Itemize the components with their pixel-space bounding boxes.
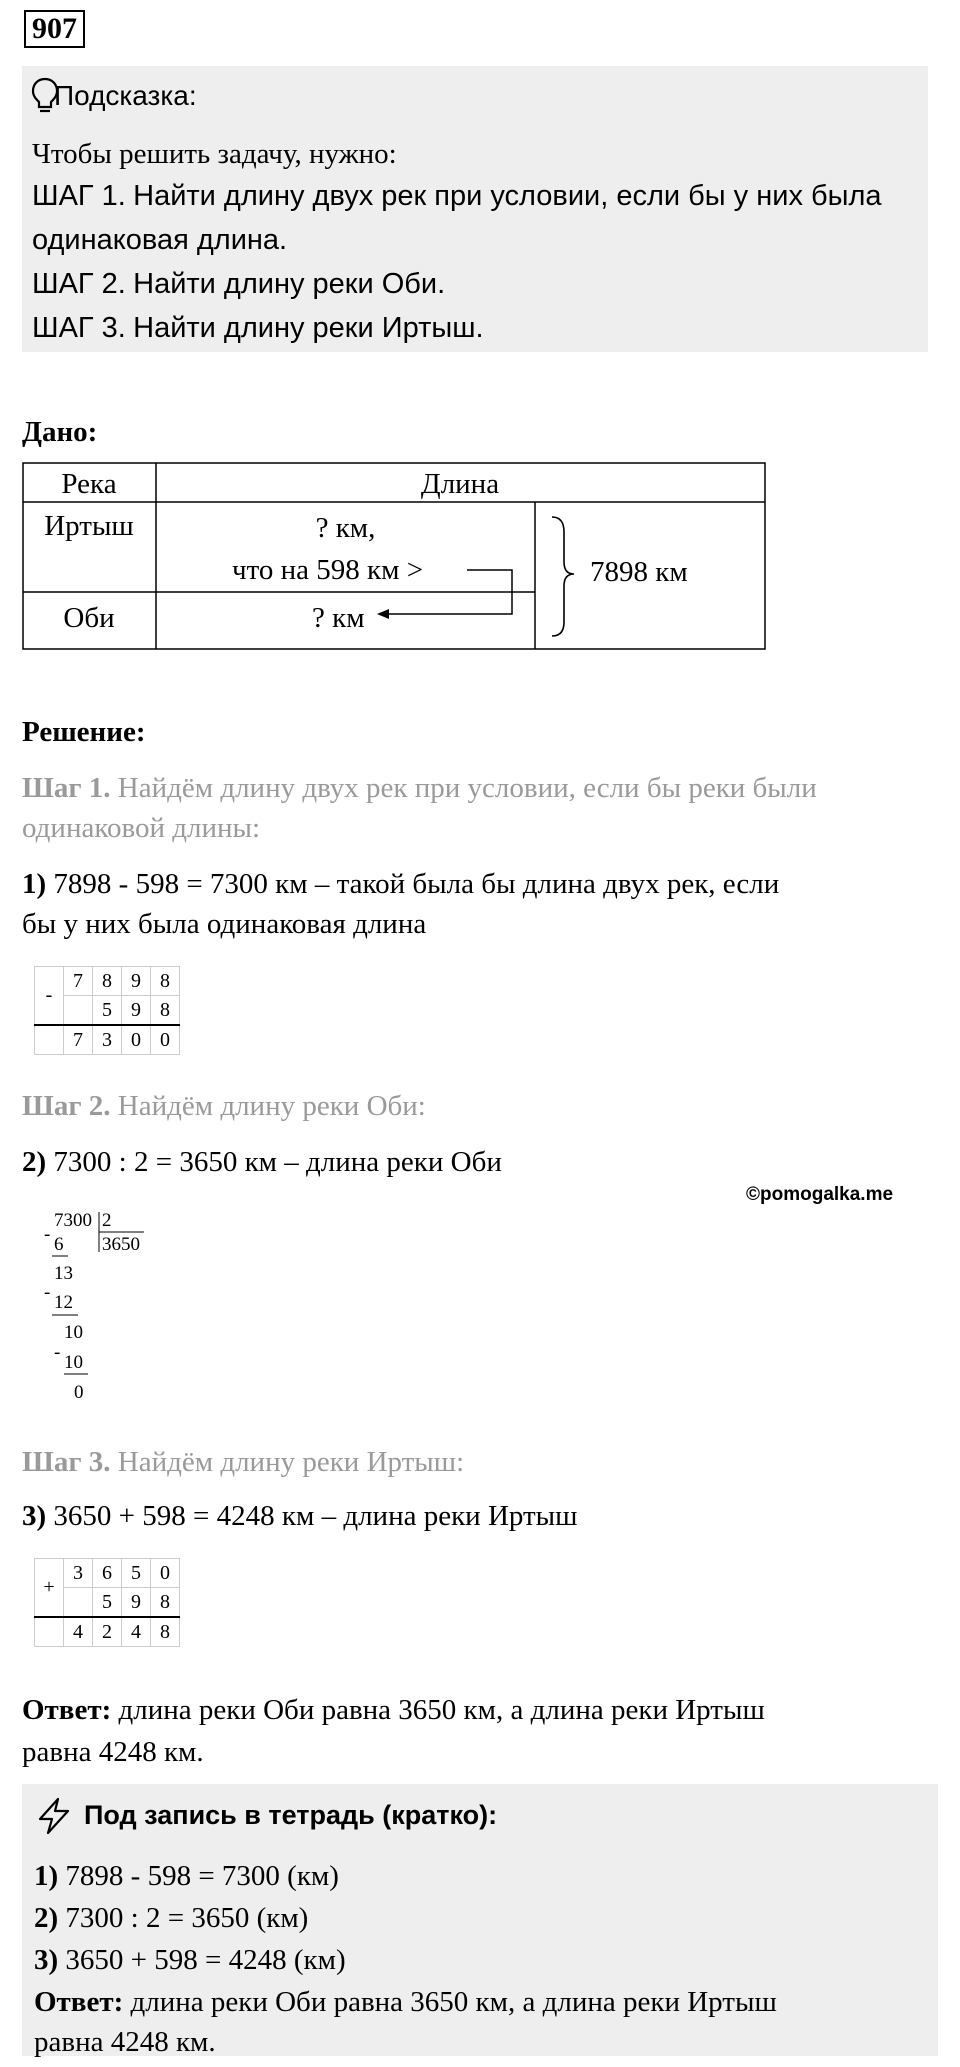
eq3-number: 3) xyxy=(22,1500,47,1532)
river2-name: Оби xyxy=(63,602,115,634)
calc1-digit xyxy=(64,996,93,1026)
calc1-digit: 9 xyxy=(122,967,151,996)
summary-line2: 7300 : 2 = 3650 (км) xyxy=(65,1902,309,1934)
division-dividend: 7300 xyxy=(54,1210,92,1231)
hint-step1-text: Найти длину двух рек при условии, если бы у них была xyxy=(133,180,882,212)
eq1-text2: бы у них была одинаковая длина xyxy=(22,908,427,940)
calc1-empty xyxy=(35,1025,64,1055)
river1-name: Иртыш xyxy=(44,510,134,542)
hint-intro: Чтобы решить задачу, нужно: xyxy=(32,138,397,170)
solution-title: Решение: xyxy=(22,716,146,748)
answer-text2: равна 4248 км. xyxy=(22,1736,204,1768)
calc3-digit: 8 xyxy=(151,1588,180,1618)
summary-line3: 3650 + 598 = 4248 (км) xyxy=(65,1944,346,1976)
division-minus: - xyxy=(44,1282,51,1303)
eq2-number: 2) xyxy=(22,1146,47,1178)
answer-label: Ответ: xyxy=(22,1694,112,1726)
calc1-digit: 5 xyxy=(93,996,122,1026)
division-minus: - xyxy=(44,1224,51,1245)
calc1-digit: 8 xyxy=(151,967,180,996)
division-quotient: 3650 xyxy=(102,1234,140,1255)
addition-calc xyxy=(34,1558,180,1647)
calc3-digit: 2 xyxy=(93,1617,122,1647)
calc3-digit: 9 xyxy=(122,1588,151,1618)
river1-length-line1: ? км, xyxy=(315,512,376,544)
calc1-digit: 8 xyxy=(151,996,180,1026)
task-number: 907 xyxy=(24,10,85,48)
eq3-text: 3650 + 598 = 4248 км – длина реки Иртыш xyxy=(53,1500,578,1532)
division-step: 10 xyxy=(64,1322,83,1343)
calc3-digit xyxy=(64,1588,93,1618)
hint-step2-text: Найти длину реки Оби. xyxy=(133,268,446,300)
eq2-text: 7300 : 2 = 3650 км – длина реки Оби xyxy=(53,1146,502,1178)
summary-title: Под запись в тетрадь (кратко): xyxy=(84,1800,498,1830)
given-table xyxy=(22,462,766,650)
division-step: 12 xyxy=(54,1292,73,1313)
hint-step3-label: ШАГ 3. xyxy=(32,312,126,344)
step3-text: Найдём длину реки Иртыш: xyxy=(117,1446,465,1478)
calc3-digit: 6 xyxy=(93,1559,122,1588)
calc3-sign: + xyxy=(35,1559,64,1618)
summary-line1-number: 1) xyxy=(34,1860,59,1892)
hint-step1-label: ШАГ 1. xyxy=(32,180,126,212)
calc1-sign: - xyxy=(35,967,64,1026)
step3-label: Шаг 3. xyxy=(22,1446,111,1478)
hint-step3-text: Найти длину реки Иртыш. xyxy=(133,312,484,344)
division-step: 10 xyxy=(64,1352,83,1373)
calc3-empty xyxy=(35,1617,64,1647)
division-minus: - xyxy=(54,1342,61,1363)
step1-text2: одинаковой длины: xyxy=(22,812,261,844)
calc1-digit: 0 xyxy=(122,1025,151,1055)
step2-label: Шаг 2. xyxy=(22,1090,111,1122)
col-length-header: Длина xyxy=(420,468,500,500)
calc1-digit: 7 xyxy=(64,1025,93,1055)
division-remainder: 0 xyxy=(74,1382,84,1403)
summary-line3-number: 3) xyxy=(34,1944,59,1976)
given-title: Дано: xyxy=(22,416,98,448)
summary-line1: 7898 - 598 = 7300 (км) xyxy=(65,1860,339,1892)
eq1-number: 1) xyxy=(22,868,47,900)
calc1-digit: 9 xyxy=(122,996,151,1026)
calc1-digit: 7 xyxy=(64,967,93,996)
watermark: ©pomogalka.me xyxy=(746,1184,894,1205)
step2-text: Найдём длину реки Оби: xyxy=(117,1090,426,1122)
calc3-digit: 5 xyxy=(93,1588,122,1618)
summary-answer-text2: равна 4248 км. xyxy=(34,2026,216,2058)
calc3-digit: 3 xyxy=(64,1559,93,1588)
summary-line2-number: 2) xyxy=(34,1902,59,1934)
calc1-digit: 3 xyxy=(93,1025,122,1055)
river1-length-line2: что на 598 км > xyxy=(232,554,424,586)
division-step: 13 xyxy=(54,1263,73,1284)
total-length: 7898 км xyxy=(590,556,688,588)
river2-length: ? км xyxy=(312,602,365,634)
calc3-digit: 8 xyxy=(151,1617,180,1647)
subtraction-calc xyxy=(34,966,180,1055)
division-step: 6 xyxy=(54,1234,64,1255)
calc3-digit: 4 xyxy=(64,1617,93,1647)
hint-title: Подсказка: xyxy=(54,80,197,111)
calc1-digit: 0 xyxy=(151,1025,180,1055)
lightning-icon xyxy=(34,1796,74,1836)
calc3-digit: 4 xyxy=(122,1617,151,1647)
step1-label: Шаг 1. xyxy=(22,772,111,804)
hint-step1-text2: одинаковая длина. xyxy=(32,224,288,256)
division-divisor: 2 xyxy=(102,1210,112,1231)
summary-answer-text: длина реки Оби равна 3650 км, а длина реки Иртыш xyxy=(130,1986,777,2018)
calc1-digit: 8 xyxy=(93,967,122,996)
hint-step2-label: ШАГ 2. xyxy=(32,268,126,300)
calc3-digit: 0 xyxy=(151,1559,180,1588)
summary-answer-label: Ответ: xyxy=(34,1986,124,2018)
long-division xyxy=(40,1210,160,1410)
eq1-text: 7898 - 598 = 7300 км – такой была бы длина двух рек, если xyxy=(53,868,780,900)
col-river-header: Река xyxy=(61,468,117,500)
calc3-digit: 5 xyxy=(122,1559,151,1588)
step1-text: Найдём длину двух рек при условии, если бы реки были xyxy=(117,772,817,804)
answer-text: длина реки Оби равна 3650 км, а длина реки Иртыш xyxy=(118,1694,765,1726)
